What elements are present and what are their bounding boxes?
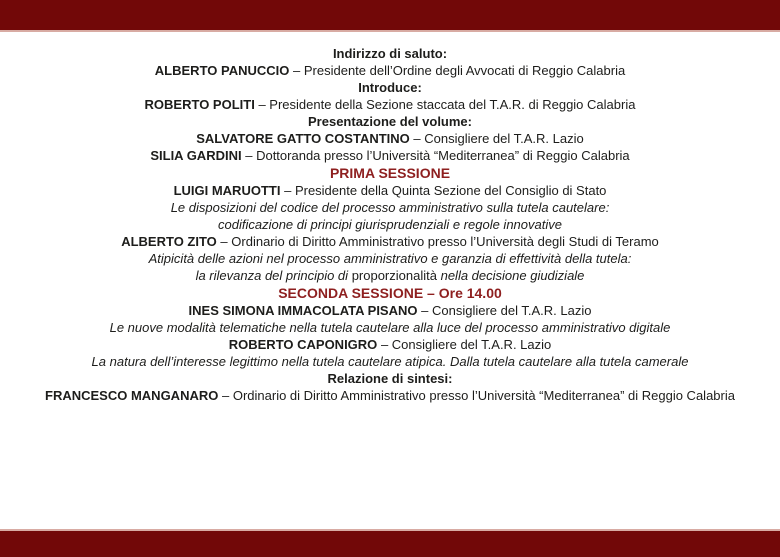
speaker-role: Ordinario di Diritto Amministrativo presso l’Università “Mediterranea” di Reggio Calabria [232,388,735,403]
speaker-line-panuccio [12,62,768,79]
talk-title-post: nella decisione giudiziale [440,268,585,283]
speaker-name: ROBERTO CAPONIGRO [228,337,378,352]
speaker-name: SALVATORE GATTO COSTANTINO [196,131,410,146]
speaker-role: Ordinario di Diritto Amministrativo presso l’Università degli Studi di Teramo [231,234,659,249]
talk-title-line: Atipicità delle azioni nel processo amministrativo e garanzia di effettività della tutela: [148,251,632,266]
dash-separator: – [380,337,389,352]
introduce-label: Introduce: [358,80,422,95]
speaker-line-gardini [12,147,768,164]
talk-title-line: Le nuove modalità telematiche nella tutela cautelare alla luce del processo amministrativo digitale [109,320,671,335]
speaker-name: ALBERTO PANUCCIO [154,63,290,78]
speaker-role: Consigliere del T.A.R. Lazio [424,131,584,146]
speaker-role: Consigliere del T.A.R. Lazio [391,337,552,352]
dash-separator: – [258,97,266,112]
dash-separator: – [221,388,230,403]
speaker-role: Consigliere del T.A.R. Lazio [431,303,592,318]
greeting-label: Indirizzo di saluto: [332,46,448,61]
talk-title-line [12,267,768,284]
speaker-role: Presidente della Sezione staccata del T.A.R. di Reggio Calabria [269,97,636,112]
speaker-name: LUIGI MARUOTTI [173,183,281,198]
dash-separator: – [284,183,292,198]
book-presentation-label: Presentazione del volume: [308,114,472,129]
dash-separator: – [293,63,301,78]
speaker-line-gatto-costantino [12,130,768,147]
speaker-role: Presidente dell’Ordine degli Avvocati di Reggio Calabria [303,63,626,78]
dash-separator: – [421,303,429,318]
dash-separator: – [220,234,228,249]
talk-title-line: La natura dell’interesse legittimo nella tutela cautelare atipica. Dalla tutela cautelare alla tutela camerale [91,354,689,369]
speaker-line-maruotti [12,182,768,199]
speaker-name: SILIA GARDINI [150,148,242,163]
talk-title-line: Le disposizioni del codice del processo amministrativo sulla tutela cautelare: [170,200,610,215]
speaker-line-manganaro [12,387,768,404]
speaker-name: ROBERTO POLITI [144,97,255,112]
talk-title-emphasis: proporzionalità [351,268,437,283]
speaker-line-caponigro [12,336,768,353]
dash-separator: – [245,148,253,163]
top-border-bar [0,0,780,32]
speaker-name: INES SIMONA IMMACOLATA PISANO [188,303,418,318]
speaker-role: Presidente della Quinta Sezione del Consiglio di Stato [294,183,607,198]
speaker-role: Dottoranda presso l’Università “Mediterranea” di Reggio Calabria [256,148,630,163]
bottom-border-bar [0,529,780,557]
session-heading-first: PRIMA SESSIONE [329,165,451,181]
talk-title-line: codificazione di principi giurisprudenziali e regole innovative [218,217,562,232]
speaker-line-zito [12,233,768,250]
speaker-name: ALBERTO ZITO [121,234,217,249]
session-heading-second: SECONDA SESSIONE – Ore 14.00 [278,285,502,301]
summary-report-label: Relazione di sintesi: [327,371,453,386]
dash-separator: – [413,131,421,146]
speaker-line-pisano [12,302,768,319]
talk-title-pre: la rilevanza del principio di [195,268,349,283]
program-content [0,32,780,404]
speaker-name: FRANCESCO MANGANARO [45,388,219,403]
speaker-line-politi [12,96,768,113]
